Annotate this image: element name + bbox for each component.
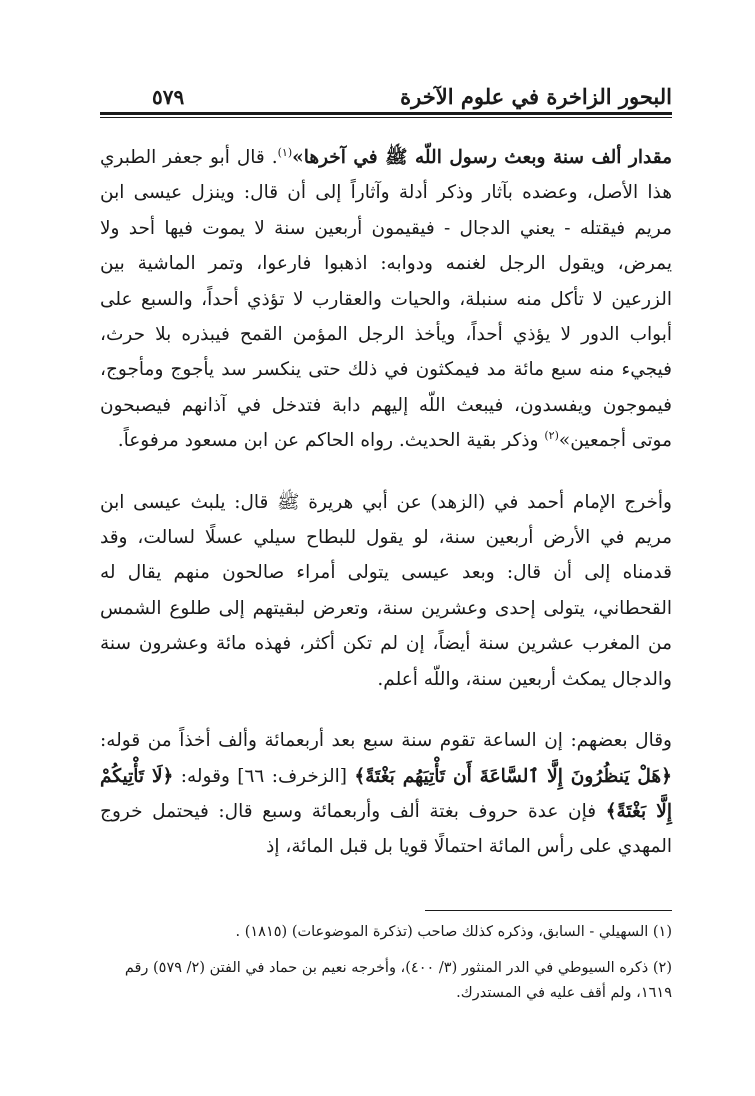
paragraph-1-text-a: . قال أبو جعفر الطبري هذا الأصل، وعضده بآثار وذكر أدلة وآثاراً إلى أن قال: وينزل عيسى ابن مريم فيقتله - يعني الدجال - فيقيمون أربعين سنة لا يموت فيها أحد ولا يمرض، ويقول الرجل لغنمه ودوابه: اذهبوا فارعوا، وتمر الماشية بين الزرعين لا تأكل منه سنبلة، والحيات والعقارب لا تؤذي أحداً، والسبع على أبواب الدور لا يؤذي أحداً، ويأخذ الرجل المؤمن القمح فيبذره بلا حرث، فيجيء منه سبع مائة مد فيمكثون في ذلك حتى ينكسر سد يأجوج ومأجوج، فيموجون ويفسدون، فيبعث اللّه إليهم دابة فتدخل في آذانهم فيصبحون موتى أجمعين» — [100, 147, 672, 452]
paragraph-1 — [100, 140, 672, 459]
footnote-ref-2: (٢) — [544, 429, 559, 443]
page-number: ٥٧٩ — [152, 85, 185, 109]
footnote-ref-1: (١) — [277, 145, 293, 159]
paragraph-3-text-c: فإن عدة حروف بغتة ألف وأربعمائة وسبع قال: فيحتمل خروج المهدي على رأس المائة احتمالًا قويا بل قبل المائة، إذ — [100, 800, 672, 858]
paragraph-3 — [100, 723, 672, 865]
paragraph-3-text-a: وقال بعضهم: إن الساعة تقوم سنة سبع بعد أربعمائة وألف أخذاً من قوله: — [100, 730, 672, 752]
header-rule-thin — [100, 117, 672, 118]
paragraph-2 — [100, 485, 672, 697]
paragraph-2-text: وأخرج الإمام أحمد في (الزهد) عن أبي هريرة ﷺ قال: يلبث عيسى ابن مريم في الأرض أربعين سنة، لو يقول للبطاح سيلي عسلًا لسالت، وقد قدمناه إلى أن قال: وبعد عيسى يتولى أمراء صالحون منهم يقال له القحطاني، يتولى إحدى وعشرين سنة، وتعرض لبقيتهم إلى طلوع الشمس من المغرب عشرين سنة أيضاً، إن لم تكن أكثر، فهذه مائة وعشرون سنة والدجال يمكث أربعين سنة، واللّه أعلم. — [100, 491, 672, 690]
header-title: البحور الزاخرة في علوم الآخرة — [400, 84, 672, 109]
footnote-separator — [425, 910, 672, 911]
quran-verse-2: ﴿لَا تَأْتِيكُمْ إِلَّا بَغْتَةً﴾ — [100, 765, 672, 822]
paragraph-gap — [100, 459, 672, 485]
running-header — [100, 72, 672, 118]
paragraph-1-text-b: وذكر بقية الحديث. رواه الحاكم عن ابن مسعود مرفوعاً. — [117, 430, 545, 452]
header-rule-thick — [100, 112, 672, 115]
paragraph-gap — [100, 697, 672, 723]
body-text — [100, 140, 672, 865]
paragraph-3-text-b: [الزخرف: ٦٦] وقوله: — [173, 765, 355, 787]
footnotes — [100, 920, 672, 1006]
footnote-2: (٢) ذكره السيوطي في الدر المنثور (٣/ ٤٠٠)، وأخرجه نعيم بن حماد في الفتن (٢/ ٥٧٩) رقم ١٦١٩، ولم أقف عليه في المستدرك. — [124, 960, 672, 1001]
quran-verse-1: ﴿هَلْ يَنظُرُونَ إِلَّا ٱلسَّاعَةَ أَن تَأْتِيَهُم بَغْتَةً﴾ — [354, 765, 672, 787]
footnote-1: (١) السهيلي - السابق، وذكره كذلك صاحب (تذكرة الموضوعات) (١٨١٥) . — [235, 924, 672, 940]
bold-hadith-lead: مقدار ألف سنة وبعث رسول اللّه ﷺ في آخرها» — [292, 147, 672, 168]
